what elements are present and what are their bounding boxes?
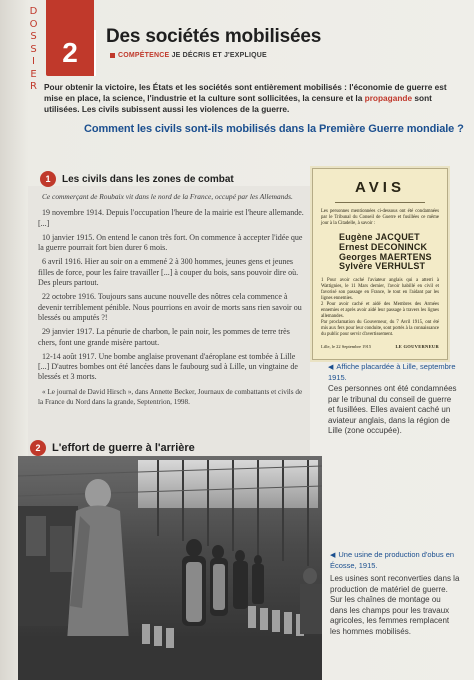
caption1-title-text: Affiche placardée à Lille, septembre 1915. xyxy=(328,362,456,382)
intro-part1: Pour obtenir la victoire, les États et les sociétés sont entièrement mobilisés : l'économie de guerre est mise en place, la science, l'industrie et la culture sont sollicitées, la censure et la xyxy=(44,82,447,103)
avis-title: AVIS xyxy=(355,179,405,196)
avis-name: Georges MAERTENS xyxy=(339,251,432,262)
intro-part2: sont utilisées. Les civils subissent aussi les violences de la guerre. xyxy=(44,93,432,114)
caption2-title-text: Une usine de production d'obus en Écosse, 1915. xyxy=(330,550,455,570)
page-title: Des sociétés mobilisées xyxy=(106,26,322,47)
doc1-text xyxy=(38,192,304,407)
dossier-letter: R xyxy=(30,81,38,92)
doc2-number-badge: 2 xyxy=(30,440,46,456)
doc1-entry: 19 novembre 1914. Depuis l'occupation l'heure de la mairie est l'heure allemande. [...] xyxy=(38,208,304,228)
dossier-letter: I xyxy=(32,56,36,67)
doc1-lead: Ce commerçant de Roubaix vit dans le nord de la France, occupé par les Allemands. xyxy=(42,192,293,201)
doc1-entry: 22 octobre 1916. Toujours sans aucune nouvelle des nôtres cela commence à devenir terriblement pénible. Nous pourrions en avoir de morts sans rien savoir ou blessés ou amputés ?! xyxy=(38,292,302,322)
dossier-number: 2 xyxy=(46,30,94,76)
doc2-heading xyxy=(30,440,195,456)
avis-names xyxy=(339,233,439,272)
avis-divider xyxy=(335,202,425,203)
dossier-vertical-label xyxy=(28,6,40,94)
arrow-left-icon: ◀ xyxy=(328,364,334,371)
intro-keyword: propagande xyxy=(364,93,413,103)
avis-poster xyxy=(312,168,448,360)
avis-body4: Par proclamation du Gouverneur, du 7 Avril 1915, ont été mis aux fers pour leur conduite, sont portés à la connaissance du public pour servir d'avertissement. xyxy=(321,320,439,338)
doc1-title: Les civils dans les zones de combat xyxy=(62,173,234,185)
dossier-letter: S xyxy=(30,31,38,42)
doc1-number-badge: 1 xyxy=(40,171,56,187)
avis-body2: 1 Pour avoir caché l'aviateur anglais qui a atterri à Wattignies, le 11 Mars dernier, l'avoir habillé en civil et favorisé son passage en France, le tout en l'aidant par les lignes ennemies. xyxy=(321,278,439,302)
doc1-entry: 10 janvier 1915. On entend le canon très fort. On commence à accepter l'idée que la guerre pourrait fort bien durer 6 mois. xyxy=(38,232,303,253)
square-bullet-icon xyxy=(110,53,115,58)
dossier-letter: E xyxy=(30,68,38,80)
doc1-entry: 29 janvier 1917. La pénurie de charbon, le pain noir, les pommes de terre très chers, font une grande misère partout. xyxy=(38,327,290,347)
competence-label: COMPÉTENCE xyxy=(118,52,170,59)
avis-body3: 2 Pour avoir caché et aidé des Membres des Armées ennemies et après avoir aidé leur passage à travers les lignes allemandes. xyxy=(321,302,439,320)
factory-photo xyxy=(18,456,322,680)
competence-line xyxy=(110,52,267,59)
dossier-letter: O xyxy=(29,18,39,30)
caption1-title xyxy=(328,362,458,382)
arrow-left-icon: ◀ xyxy=(330,552,336,559)
avis-footer xyxy=(321,344,439,349)
avis-body1: Les personnes mentionnées ci-dessous ont été condamnées par le Tribunal du Conseil de Guerre et fusillées ce même jour à la Citadelle, à savoir : xyxy=(321,209,439,226)
avis-signature: LE GOUVERNEUR xyxy=(395,344,439,350)
caption1-text: Ces personnes ont été condamnées par le tribunal du conseil de guerre et fusillées. Elles avaient caché un aviateur anglais, dans la région de Lille (zone occupée). xyxy=(328,384,457,436)
caption2-text: Les usines sont reconverties dans la production de matériel de guerre. Sur les chaînes de montage ou dans les champs pour les travaux agricoles, les femmes remplacent les hommes mobilisés. xyxy=(330,574,460,636)
doc1-heading xyxy=(40,170,234,188)
competence-text: JE DÉCRIS ET J'EXPLIQUE xyxy=(171,52,267,59)
intro-paragraph xyxy=(44,82,460,115)
dossier-letter: S xyxy=(30,43,38,55)
avis-name: Ernest DECONINCK xyxy=(339,241,428,252)
dossier-tab xyxy=(46,0,94,32)
avis-name: Sylvère VERHULST xyxy=(339,261,426,272)
doc1-source: « Le journal de David Hirsch », dans Annette Becker, Journaux de combattants et civils de la France du Nord dans la grande, Septentrion, 1998. xyxy=(38,387,303,407)
guiding-question: Comment les civils sont-ils mobilisés dans la Première Guerre mondiale ? xyxy=(84,123,464,135)
doc1-entry: 6 avril 1916. Hier au soir on a emmené 2 à 300 hommes, jeunes gens et jeunes filles de force, pour les faire travailler [...] à couper du bois, sans pouvoir dire où. Des pleurs partout. xyxy=(38,257,299,288)
avis-name: Eugène JACQUET xyxy=(339,232,420,242)
avis-place-date: Lille, le 22 Septembre 1915 xyxy=(321,344,372,350)
caption2-title xyxy=(330,550,458,570)
doc2-title: L'effort de guerre à l'arrière xyxy=(52,442,195,454)
doc1-entry: 12-14 août 1917. Une bombe anglaise provenant d'aéroplane est tombée à Lille [...] D'autres bombes ont été lancées dans le faubourg sud à Lille, un vingtaine de blessés et 3 morts. xyxy=(38,351,298,382)
dossier-letter: D xyxy=(29,6,39,17)
